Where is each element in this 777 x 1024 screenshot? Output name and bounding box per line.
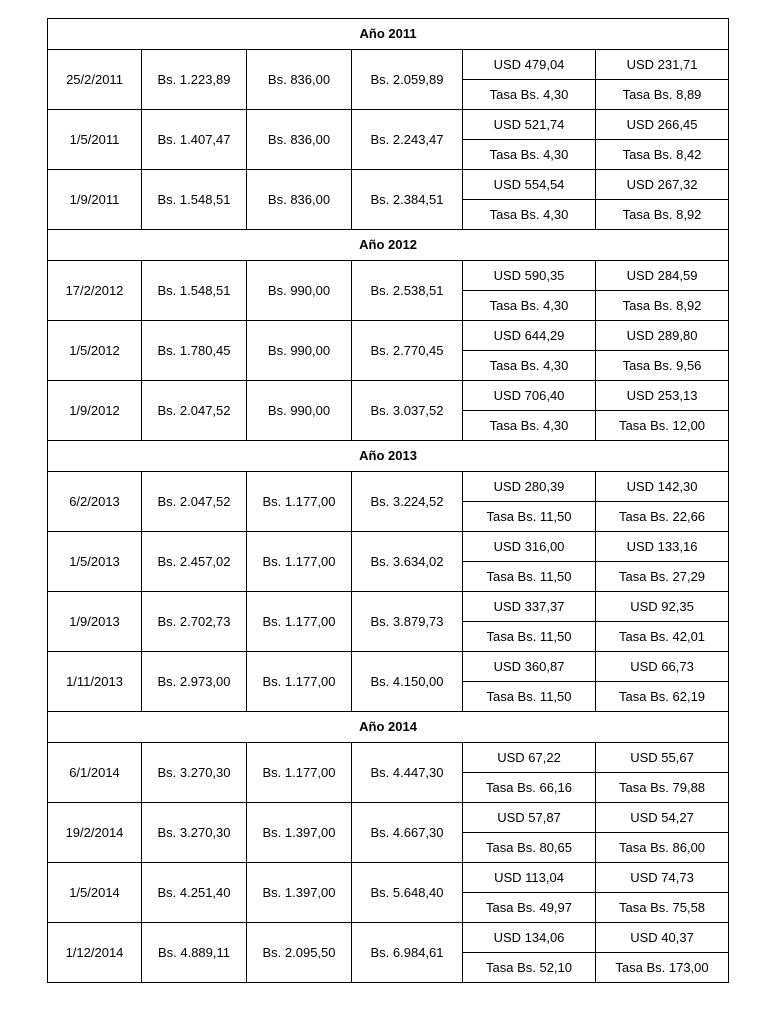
amount-cell: Bs. 990,00 (247, 261, 352, 321)
total-cell: Bs. 2.243,47 (352, 110, 463, 170)
usd-cell: USD 284,59 (596, 261, 729, 291)
usd-cell: USD 280,39 (463, 472, 596, 502)
amount-cell: Bs. 4.251,40 (142, 863, 247, 923)
total-cell: Bs. 4.150,00 (352, 652, 463, 712)
rate-cell: Tasa Bs. 173,00 (596, 953, 729, 983)
table-row (48, 923, 729, 953)
amount-cell: Bs. 1.548,51 (142, 170, 247, 230)
amount-cell: Bs. 1.397,00 (247, 863, 352, 923)
date-cell: 1/5/2013 (48, 532, 142, 592)
amount-cell: Bs. 1.177,00 (247, 743, 352, 803)
usd-cell: USD 289,80 (596, 321, 729, 351)
table-row (48, 170, 729, 200)
table-row (48, 261, 729, 291)
table-row (48, 472, 729, 502)
amount-cell: Bs. 3.270,30 (142, 803, 247, 863)
total-cell: Bs. 5.648,40 (352, 863, 463, 923)
rate-cell: Tasa Bs. 42,01 (596, 622, 729, 652)
amount-cell: Bs. 1.177,00 (247, 532, 352, 592)
year-header: Año 2012 (48, 230, 729, 261)
table-row (48, 652, 729, 682)
amount-cell: Bs. 836,00 (247, 110, 352, 170)
usd-cell: USD 479,04 (463, 50, 596, 80)
usd-cell: USD 54,27 (596, 803, 729, 833)
rate-cell: Tasa Bs. 75,58 (596, 893, 729, 923)
year-header-row (48, 441, 729, 472)
rate-cell: Tasa Bs. 8,42 (596, 140, 729, 170)
usd-cell: USD 66,73 (596, 652, 729, 682)
usd-cell: USD 554,54 (463, 170, 596, 200)
usd-cell: USD 40,37 (596, 923, 729, 953)
amount-cell: Bs. 4.889,11 (142, 923, 247, 983)
usd-cell: USD 521,74 (463, 110, 596, 140)
amount-cell: Bs. 2.973,00 (142, 652, 247, 712)
usd-cell: USD 337,37 (463, 592, 596, 622)
usd-cell: USD 266,45 (596, 110, 729, 140)
amount-cell: Bs. 1.397,00 (247, 803, 352, 863)
table-row (48, 743, 729, 773)
amount-cell: Bs. 2.047,52 (142, 381, 247, 441)
amount-cell: Bs. 1.177,00 (247, 472, 352, 532)
usd-cell: USD 360,87 (463, 652, 596, 682)
rate-cell: Tasa Bs. 11,50 (463, 682, 596, 712)
date-cell: 1/12/2014 (48, 923, 142, 983)
table-row (48, 110, 729, 140)
amount-cell: Bs. 1.407,47 (142, 110, 247, 170)
table-row (48, 532, 729, 562)
rate-cell: Tasa Bs. 11,50 (463, 622, 596, 652)
usd-cell: USD 113,04 (463, 863, 596, 893)
rate-cell: Tasa Bs. 4,30 (463, 140, 596, 170)
total-cell: Bs. 2.770,45 (352, 321, 463, 381)
total-cell: Bs. 2.384,51 (352, 170, 463, 230)
total-cell: Bs. 2.538,51 (352, 261, 463, 321)
date-cell: 17/2/2012 (48, 261, 142, 321)
rate-cell: Tasa Bs. 8,92 (596, 200, 729, 230)
usd-cell: USD 142,30 (596, 472, 729, 502)
rate-cell: Tasa Bs. 11,50 (463, 562, 596, 592)
amount-cell: Bs. 2.702,73 (142, 592, 247, 652)
usd-cell: USD 67,22 (463, 743, 596, 773)
amount-cell: Bs. 3.270,30 (142, 743, 247, 803)
total-cell: Bs. 3.879,73 (352, 592, 463, 652)
usd-cell: USD 706,40 (463, 381, 596, 411)
amount-cell: Bs. 1.548,51 (142, 261, 247, 321)
rate-cell: Tasa Bs. 79,88 (596, 773, 729, 803)
year-header: Año 2013 (48, 441, 729, 472)
rate-cell: Tasa Bs. 49,97 (463, 893, 596, 923)
rate-cell: Tasa Bs. 4,30 (463, 80, 596, 110)
rate-cell: Tasa Bs. 11,50 (463, 502, 596, 532)
date-cell: 1/5/2014 (48, 863, 142, 923)
amount-cell: Bs. 1.780,45 (142, 321, 247, 381)
usd-cell: USD 590,35 (463, 261, 596, 291)
total-cell: Bs. 6.984,61 (352, 923, 463, 983)
table-row (48, 803, 729, 833)
rate-cell: Tasa Bs. 80,65 (463, 833, 596, 863)
table-body (48, 19, 729, 983)
total-cell: Bs. 2.059,89 (352, 50, 463, 110)
date-cell: 1/9/2013 (48, 592, 142, 652)
year-header-row (48, 19, 729, 50)
usd-cell: USD 267,32 (596, 170, 729, 200)
usd-cell: USD 74,73 (596, 863, 729, 893)
date-cell: 25/2/2011 (48, 50, 142, 110)
usd-cell: USD 316,00 (463, 532, 596, 562)
rate-cell: Tasa Bs. 4,30 (463, 200, 596, 230)
usd-cell: USD 55,67 (596, 743, 729, 773)
amount-cell: Bs. 1.223,89 (142, 50, 247, 110)
total-cell: Bs. 4.667,30 (352, 803, 463, 863)
rate-cell: Tasa Bs. 8,92 (596, 291, 729, 321)
rate-cell: Tasa Bs. 8,89 (596, 80, 729, 110)
date-cell: 19/2/2014 (48, 803, 142, 863)
amount-cell: Bs. 2.457,02 (142, 532, 247, 592)
date-cell: 1/5/2011 (48, 110, 142, 170)
amount-cell: Bs. 990,00 (247, 381, 352, 441)
amount-cell: Bs. 990,00 (247, 321, 352, 381)
salary-table (47, 18, 729, 983)
amount-cell: Bs. 1.177,00 (247, 652, 352, 712)
amount-cell: Bs. 836,00 (247, 50, 352, 110)
year-header: Año 2014 (48, 712, 729, 743)
table-row (48, 50, 729, 80)
year-header: Año 2011 (48, 19, 729, 50)
usd-cell: USD 644,29 (463, 321, 596, 351)
amount-cell: Bs. 1.177,00 (247, 592, 352, 652)
usd-cell: USD 57,87 (463, 803, 596, 833)
rate-cell: Tasa Bs. 4,30 (463, 351, 596, 381)
amount-cell: Bs. 2.095,50 (247, 923, 352, 983)
rate-cell: Tasa Bs. 27,29 (596, 562, 729, 592)
rate-cell: Tasa Bs. 62,19 (596, 682, 729, 712)
table-row (48, 381, 729, 411)
rate-cell: Tasa Bs. 86,00 (596, 833, 729, 863)
date-cell: 1/11/2013 (48, 652, 142, 712)
total-cell: Bs. 3.224,52 (352, 472, 463, 532)
rate-cell: Tasa Bs. 9,56 (596, 351, 729, 381)
rate-cell: Tasa Bs. 22,66 (596, 502, 729, 532)
usd-cell: USD 253,13 (596, 381, 729, 411)
usd-cell: USD 231,71 (596, 50, 729, 80)
amount-cell: Bs. 2.047,52 (142, 472, 247, 532)
year-header-row (48, 712, 729, 743)
date-cell: 1/5/2012 (48, 321, 142, 381)
rate-cell: Tasa Bs. 4,30 (463, 291, 596, 321)
rate-cell: Tasa Bs. 4,30 (463, 411, 596, 441)
amount-cell: Bs. 836,00 (247, 170, 352, 230)
table-row (48, 321, 729, 351)
year-header-row (48, 230, 729, 261)
usd-cell: USD 92,35 (596, 592, 729, 622)
total-cell: Bs. 4.447,30 (352, 743, 463, 803)
date-cell: 1/9/2012 (48, 381, 142, 441)
table-row (48, 592, 729, 622)
total-cell: Bs. 3.634,02 (352, 532, 463, 592)
usd-cell: USD 134,06 (463, 923, 596, 953)
date-cell: 6/2/2013 (48, 472, 142, 532)
usd-cell: USD 133,16 (596, 532, 729, 562)
rate-cell: Tasa Bs. 12,00 (596, 411, 729, 441)
date-cell: 1/9/2011 (48, 170, 142, 230)
total-cell: Bs. 3.037,52 (352, 381, 463, 441)
date-cell: 6/1/2014 (48, 743, 142, 803)
rate-cell: Tasa Bs. 52,10 (463, 953, 596, 983)
rate-cell: Tasa Bs. 66,16 (463, 773, 596, 803)
table-row (48, 863, 729, 893)
